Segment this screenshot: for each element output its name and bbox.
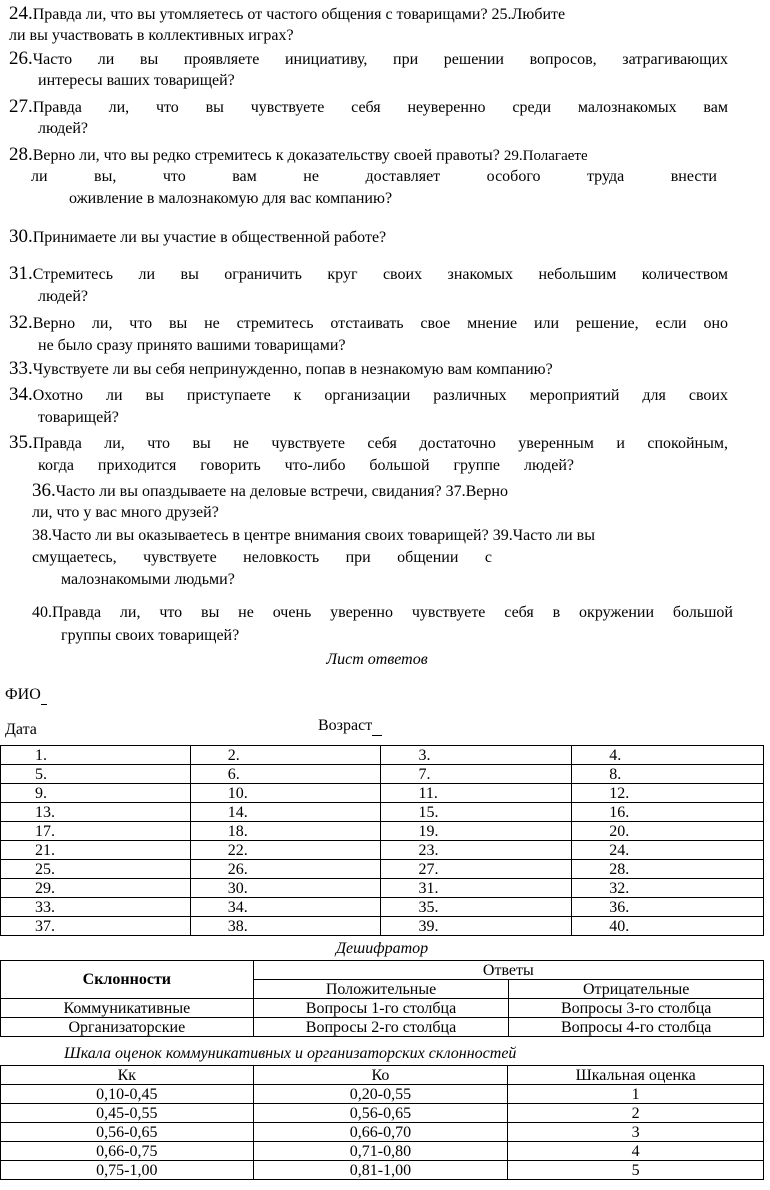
date-label: Дата	[5, 721, 37, 738]
decoder-cell: Вопросы 2-го столбца	[253, 1018, 509, 1037]
decoder-cell: Вопросы 3-го столбца	[509, 999, 764, 1018]
answer-cell: 30.	[190, 879, 381, 898]
answer-cell: 17.	[1, 822, 191, 841]
answer-cell: 12.	[572, 784, 764, 803]
scale-cell: 1	[508, 1085, 764, 1104]
answer-cell: 9.	[1, 784, 191, 803]
answer-cell: 28.	[572, 860, 764, 879]
decoder-row	[1, 1018, 764, 1037]
question-text: Верно ли, что вы не стремитесь отстаивать свое мнение или решение, если оно	[32, 315, 728, 332]
question-text: 38.Часто ли вы оказываетесь в центре внимания своих товарищей?	[32, 527, 489, 544]
answer-cell: 10.	[190, 784, 381, 803]
question-36	[32, 481, 508, 502]
question-text: Правда ли, что вы не чувствуете себя достаточно уверенным и спокойным,	[32, 435, 728, 452]
question-number: 34.	[9, 384, 33, 405]
answer-cell: 29.	[1, 879, 191, 898]
scale-cell: 0,20-0,55	[253, 1085, 508, 1104]
scale-header-ko: Ко	[253, 1066, 508, 1085]
decoder-header-inclinations: Склонности	[1, 961, 254, 999]
answer-cell: 40.	[572, 917, 764, 936]
scale-cell: 0,81-1,00	[253, 1161, 508, 1180]
scale-cell: 3	[508, 1123, 764, 1142]
scale-header-score: Шкальная оценка	[508, 1066, 764, 1085]
answer-cell: 5.	[1, 765, 191, 784]
question-38	[32, 526, 595, 546]
answer-cell: 15.	[381, 803, 572, 822]
question-text: Принимаете ли вы участие в общественной работе?	[32, 229, 387, 246]
question-text: Верно ли, что вы редко стремитесь к доказательству своей правоты?	[32, 147, 500, 164]
answer-cell: 6.	[190, 765, 381, 784]
question-24	[9, 4, 565, 25]
decoder-cell: Организаторские	[1, 1018, 254, 1037]
answer-row	[1, 803, 764, 822]
answer-row	[1, 898, 764, 917]
question-text: Часто ли вы опаздываете на деловые встречи, свидания?	[55, 483, 442, 500]
answer-cell: 22.	[190, 841, 381, 860]
decoder-header-positive: Положительные	[253, 980, 509, 999]
answer-cell: 26.	[190, 860, 381, 879]
question-33	[9, 359, 553, 380]
question-text: Охотно ли вы приступаете к организации различных мероприятий для своих	[32, 387, 728, 404]
answer-cell: 24.	[572, 841, 764, 860]
answer-cell: 1.	[1, 746, 191, 765]
scale-row	[1, 1142, 764, 1161]
answer-cell: 36.	[572, 898, 764, 917]
decoder-cell: Вопросы 4-го столбца	[509, 1018, 764, 1037]
scale-table	[0, 1065, 764, 1180]
scale-cell: 0,10-0,45	[1, 1085, 254, 1104]
scale-cell: 0,71-0,80	[253, 1142, 508, 1161]
question-29-cont: ли вы, что вам не доставляет особого труда внести	[31, 168, 717, 185]
decoder-table	[0, 960, 764, 1037]
scale-cell: 0,45-0,55	[1, 1104, 254, 1123]
question-number: 27.	[9, 96, 33, 117]
question-29-cont2: оживление в малознакомую для вас компанию?	[69, 190, 393, 207]
answer-row	[1, 860, 764, 879]
answer-row	[1, 746, 764, 765]
answer-sheet-title: Лист ответов	[326, 651, 428, 668]
answer-cell: 19.	[381, 822, 572, 841]
answer-row	[1, 841, 764, 860]
question-text: Часто ли вы проявляете инициативу, при решении вопросов, затрагивающих	[32, 51, 728, 68]
decoder-title: Дешифратор	[335, 940, 429, 957]
question-34-cont: товарищей?	[38, 409, 119, 426]
answer-row	[1, 917, 764, 936]
question-26-cont: интересы ваших товарищей?	[38, 72, 235, 89]
question-31-cont: людей?	[38, 288, 89, 305]
question-31	[9, 264, 728, 285]
question-number: 33.	[9, 358, 33, 379]
answer-row	[1, 879, 764, 898]
answer-cell: 38.	[190, 917, 381, 936]
answer-cell: 2.	[190, 746, 381, 765]
answer-cell: 20.	[572, 822, 764, 841]
scale-row	[1, 1085, 764, 1104]
question-32-cont: не было сразу принято вашими товарищами?	[38, 337, 346, 354]
question-30	[9, 227, 386, 248]
question-40: 40.Правда ли, что вы не очень уверенно чувствуете себя в окружении большой	[32, 604, 733, 621]
question-text: 39.Часто ли вы	[492, 527, 595, 544]
decoder-header-answers: Ответы	[253, 961, 763, 980]
question-34	[9, 385, 728, 406]
answer-grid	[0, 745, 764, 936]
scale-cell: 0,66-0,70	[253, 1123, 508, 1142]
scale-cell: 0,66-0,75	[1, 1142, 254, 1161]
question-27	[9, 97, 728, 118]
question-number: 30.	[9, 226, 33, 247]
answer-cell: 27.	[381, 860, 572, 879]
question-number: 31.	[9, 263, 33, 284]
scale-row	[1, 1123, 764, 1142]
question-text: 29.Полагаете	[503, 148, 588, 164]
question-text: Стремитесь ли вы ограничить круг своих знакомых небольшим количеством	[32, 266, 728, 283]
decoder-cell: Коммуникативные	[1, 999, 254, 1018]
answer-cell: 13.	[1, 803, 191, 822]
question-text: 25.Любите	[491, 6, 566, 23]
answer-cell: 16.	[572, 803, 764, 822]
scale-cell: 0,56-0,65	[1, 1123, 254, 1142]
decoder-row	[1, 999, 764, 1018]
question-text: Правда ли, что вы чувствуете себя неуверенно среди малознакомых вам	[32, 99, 728, 116]
question-text: Правда ли, что вы утомляетесь от частого общения с товарищами?	[32, 6, 488, 23]
question-25-cont: ли вы участвовать в коллективных играх?	[9, 27, 294, 44]
question-37-cont: ли, что у вас много друзей?	[32, 504, 219, 521]
question-number: 36.	[32, 480, 56, 501]
decoder-cell: Вопросы 1-го столбца	[253, 999, 509, 1018]
answer-cell: 18.	[190, 822, 381, 841]
answer-cell: 32.	[572, 879, 764, 898]
scale-cell: 0,75-1,00	[1, 1161, 254, 1180]
answer-cell: 23.	[381, 841, 572, 860]
scale-cell: 5	[508, 1161, 764, 1180]
question-number: 35.	[9, 432, 33, 453]
question-text: Чувствуете ли вы себя непринужденно, попав в незнакомую вам компанию?	[32, 361, 553, 378]
answer-cell: 25.	[1, 860, 191, 879]
question-number: 24.	[9, 3, 33, 24]
question-26	[9, 49, 728, 70]
question-39-cont: смущаетесь, чувствуете неловкость при общении с	[32, 549, 492, 566]
decoder-header-negative: Отрицательные	[509, 980, 764, 999]
answer-cell: 34.	[190, 898, 381, 917]
question-28	[9, 145, 588, 166]
scale-title: Шкала оценок коммуникативных и организаторских склонностей	[64, 1045, 517, 1062]
answer-cell: 4.	[572, 746, 764, 765]
answer-cell: 7.	[381, 765, 572, 784]
answer-row	[1, 822, 764, 841]
question-number: 26.	[9, 48, 33, 69]
scale-header-kk: Кк	[1, 1066, 254, 1085]
question-number: 28.	[9, 144, 33, 165]
question-27-cont: людей?	[38, 120, 89, 137]
question-39-cont2: малознакомыми людьми?	[61, 571, 235, 588]
scale-row	[1, 1104, 764, 1123]
scale-row	[1, 1161, 764, 1180]
question-text: 37.Верно	[445, 483, 508, 500]
question-number: 32.	[9, 312, 33, 333]
answer-cell: 3.	[381, 746, 572, 765]
answer-cell: 11.	[381, 784, 572, 803]
answer-row	[1, 765, 764, 784]
answer-cell: 31.	[381, 879, 572, 898]
scale-cell: 0,56-0,65	[253, 1104, 508, 1123]
answer-cell: 37.	[1, 917, 191, 936]
answer-cell: 39.	[381, 917, 572, 936]
scale-cell: 4	[508, 1142, 764, 1161]
question-35	[9, 433, 728, 454]
age-label: Возраст	[318, 716, 382, 736]
question-35-cont: когда приходится говорить что-либо большой группе людей?	[38, 457, 574, 474]
answer-row	[1, 784, 764, 803]
scale-cell: 2	[508, 1104, 764, 1123]
answer-cell: 14.	[190, 803, 381, 822]
question-32	[9, 313, 728, 334]
answer-cell: 35.	[381, 898, 572, 917]
answer-cell: 21.	[1, 841, 191, 860]
question-40-cont: группы своих товарищей?	[61, 627, 240, 644]
fio-label: ФИО	[5, 685, 47, 705]
answer-cell: 8.	[572, 765, 764, 784]
answer-cell: 33.	[1, 898, 191, 917]
